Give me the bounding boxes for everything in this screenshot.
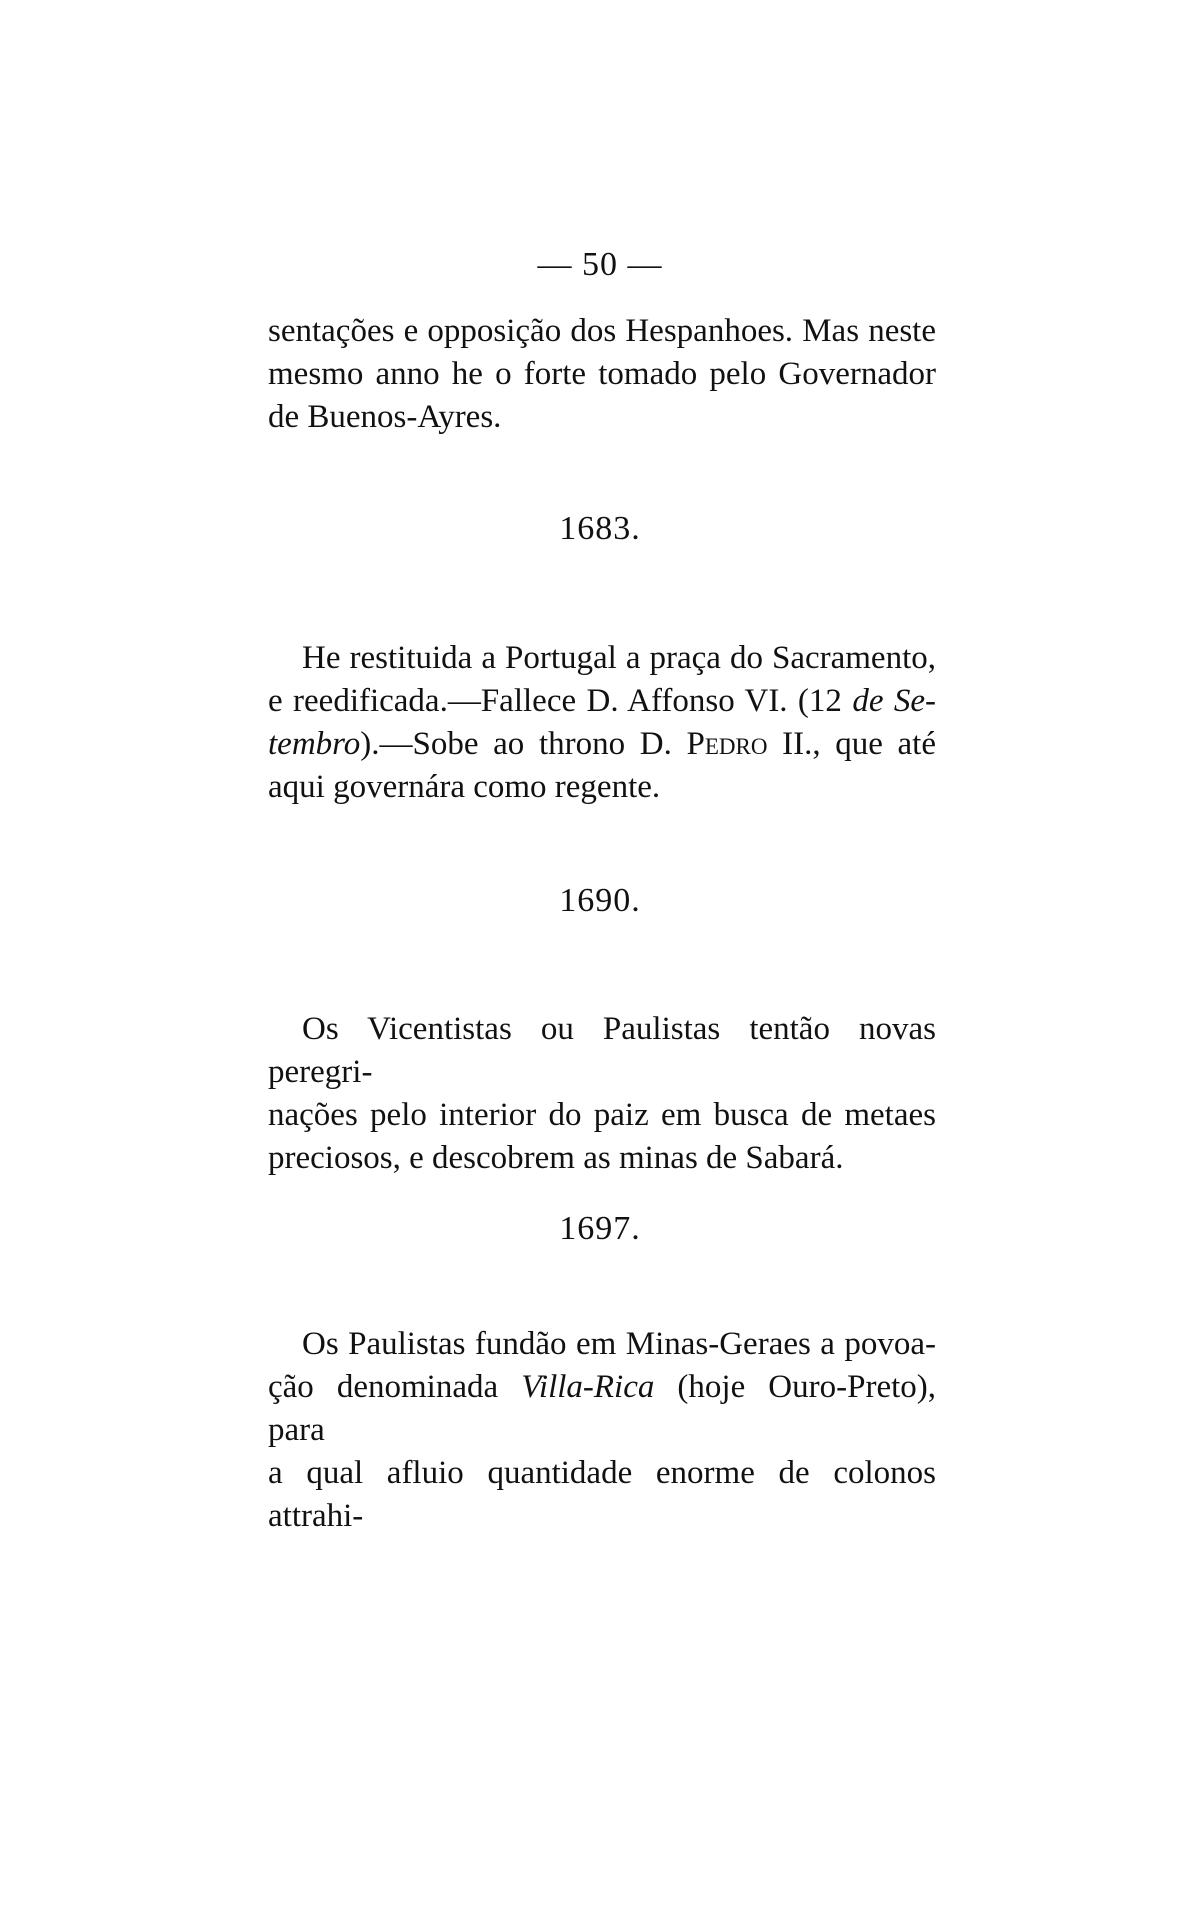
text-line: aqui governára como regente. bbox=[268, 769, 661, 805]
text-line: de Buenos-Ayres. bbox=[268, 399, 502, 435]
page-number: — 50 — bbox=[537, 246, 663, 283]
italic-segment: de Se- bbox=[852, 683, 936, 719]
text-segment: ).—Sobe ao throno D. bbox=[360, 726, 687, 762]
text-line: a qual afluio quantidade enorme de colonos attrahi- bbox=[268, 1455, 936, 1534]
text-line: Os Vicentistas ou Paulistas tentão novas peregri- bbox=[268, 1011, 936, 1090]
year-heading-1697: 1697. bbox=[559, 1210, 641, 1247]
text-segment: II., que até bbox=[767, 726, 936, 762]
text-line: sentações e opposição dos Hespanhoes. Mas neste bbox=[268, 313, 936, 349]
italic-segment: Villa-Rica bbox=[521, 1369, 655, 1405]
text-line: nações pelo interior do paiz em busca de metaes bbox=[268, 1097, 936, 1133]
year-heading-1690: 1690. bbox=[559, 882, 641, 919]
text-line: He restituida a Portugal a praça do Sacramento, bbox=[302, 640, 936, 676]
paragraph-1697 bbox=[268, 1323, 936, 1538]
year-heading-1683: 1683. bbox=[559, 510, 641, 547]
paragraph-1683 bbox=[268, 637, 936, 809]
text-line: preciosos, e descobrem as minas de Sabará. bbox=[268, 1140, 844, 1176]
paragraph-intro bbox=[268, 310, 936, 439]
text-line: Os Paulistas fundão em Minas-Geraes a povoa- bbox=[302, 1326, 936, 1362]
text-segment: e reedificada.—Fallece D. Affonso VI. (12 bbox=[268, 683, 853, 719]
text-segment: ção denominada bbox=[268, 1369, 522, 1405]
text-line bbox=[268, 1366, 936, 1452]
text-segment: (hoje Ouro-Preto), para bbox=[268, 1369, 936, 1448]
italic-segment: tembro bbox=[268, 726, 361, 762]
smallcaps-segment: Pedro bbox=[686, 726, 768, 762]
text-line bbox=[268, 680, 936, 723]
paragraph-1690 bbox=[268, 1008, 936, 1180]
text-line: mesmo anno he o forte tomado pelo Governador bbox=[268, 356, 936, 392]
text-line bbox=[268, 723, 936, 766]
